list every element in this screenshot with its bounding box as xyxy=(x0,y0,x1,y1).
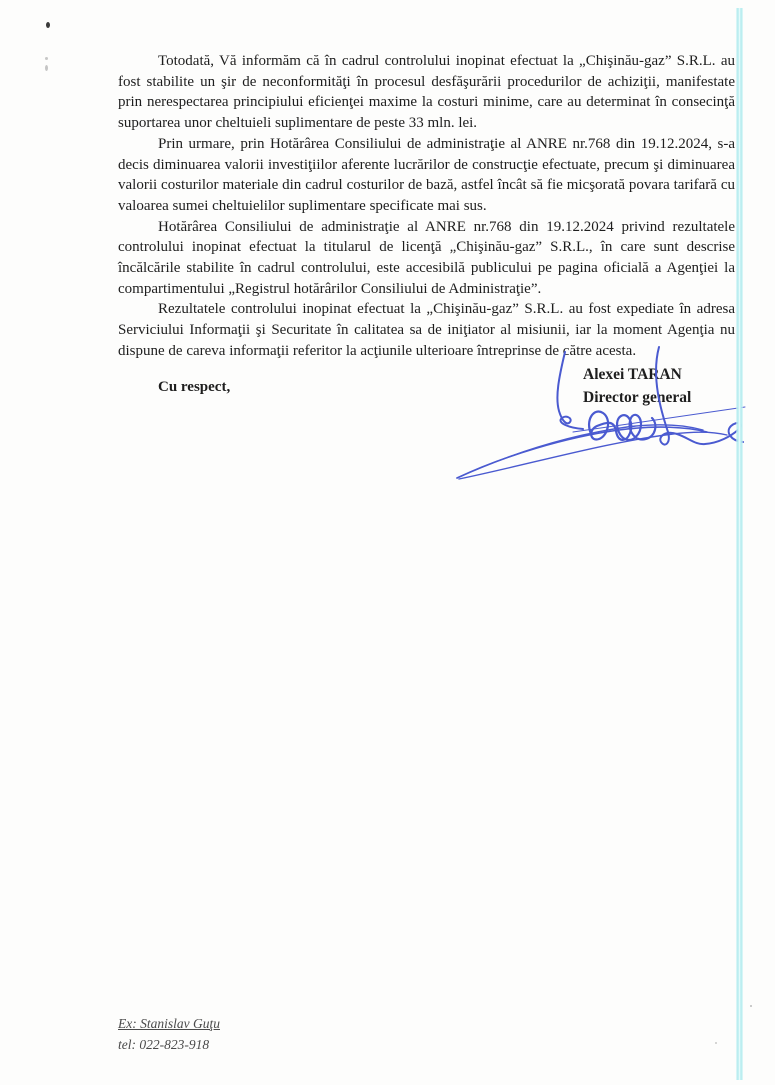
phone-note: tel: 022-823-918 xyxy=(118,1037,210,1052)
signer-title: Director general xyxy=(583,388,692,406)
scan-speck xyxy=(750,1005,752,1007)
scan-speck xyxy=(715,1042,717,1044)
paragraph-3: Hotărârea Consiliului de administraţie al ANRE nr.768 din 19.12.2024 privind rezultatele controlului inopinat efectuat la titularul de licenţă „Chişinău-gaz” S.R.L., în care sunt descrise încălcările stabilite în cadrul controlului, este accesibilă publicului pe pagina oficială a Agenţiei la compartimentului „Registrul hotărârilor Consiliului de Administraţie”. xyxy=(118,218,735,297)
footer xyxy=(118,1013,220,1055)
scan-speck xyxy=(45,57,48,60)
scan-edge-artifact xyxy=(736,8,743,1080)
paragraph-4: Rezultatele controlului inopinat efectuat la „Chişinău-gaz” S.R.L. au fost expediate în adresa Serviciului Informaţii şi Securitate în calitatea sa de iniţiator al misiunii, iar la moment Agenţia nu dispune de careva informaţii referitor la acţiunile ulterioare întreprinse de către acesta. xyxy=(118,301,735,359)
closing-salutation: Cu respect, xyxy=(158,378,231,395)
scan-speck xyxy=(45,65,48,71)
signer-name: Alexei TARAN xyxy=(583,366,682,383)
paragraph-1: Totodată, Vă informăm că în cadrul controlului inopinat efectuat la „Chişinău-gaz” S.R.L. au fost stabilite un şir de neconformităţi în procesul desfăşurării procedurilor de achiziţii, manifestate prin nerespectarea principiului eficienţei maxime la costuri minime, care au determinat în consecinţă suportarea unor cheltuieli suplimentare de peste 33 mln. lei. xyxy=(118,53,735,132)
handwritten-signature xyxy=(435,335,755,490)
scan-speck xyxy=(46,22,50,28)
paragraph-2: Prin urmare, prin Hotărârea Consiliului de administraţie al ANRE nr.768 din 19.12.2024, s-a decis diminuarea valorii investiţiilor aferente lucrărilor de construcţie efectuate, precum şi diminuarea valorii costurilor materiale din cadrul costurilor de bază, astfel încât să fie micşorată povara tarifară cu valoarea sumei cheltuielilor suplimentare specificate mai sus. xyxy=(118,135,735,214)
executor-note: Ex: Stanislav Guţu xyxy=(118,1016,220,1031)
